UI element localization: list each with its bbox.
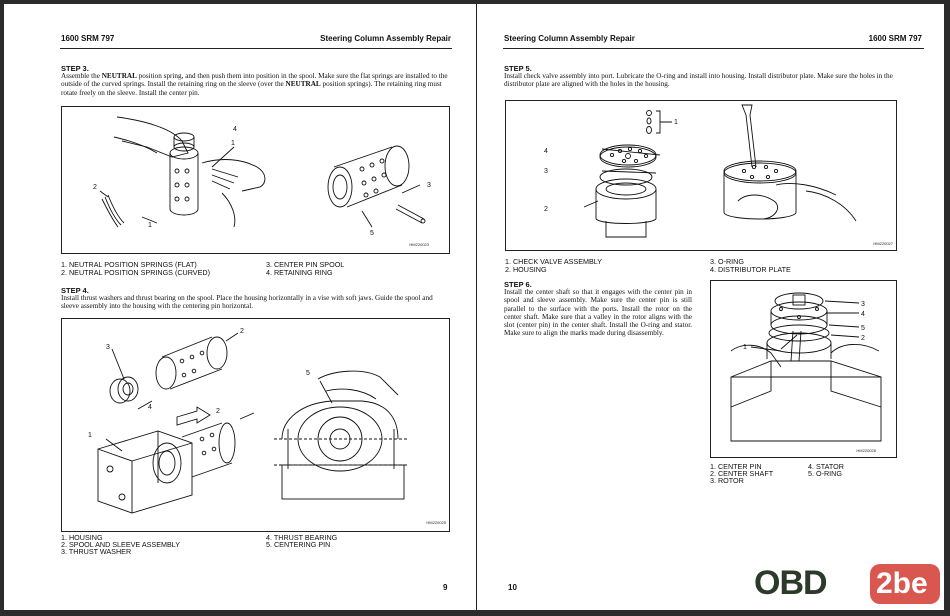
fig3-callout-1: 1 [674,119,678,126]
fig2-callout-4: 4 [148,404,152,411]
fig3-callout-3: 3 [544,168,548,175]
fig4-callout-2: 2 [861,335,865,342]
fig3-legend-3: 3. O-RING [710,257,744,266]
fig4-legend-5: 5. O-RING [808,469,842,478]
fig1-callout-1b: 1 [148,222,152,229]
page-number-9: 9 [443,583,448,592]
housing-assembly-illustration [62,319,449,531]
fig1-legend-2: 2. NEUTRAL POSITION SPRINGS (CURVED) [61,268,210,277]
fig1-callout-5: 5 [370,230,374,237]
fig2-legend-3: 3. THRUST WASHER [61,547,132,556]
fig1-legend-1: 1. NEUTRAL POSITION SPRINGS (FLAT) [61,260,197,269]
header-rule-right [503,48,924,49]
fig2-callout-2b: 2 [216,408,220,415]
rotor-stator-illustration [711,281,896,457]
fig4-legend-2: 2. CENTER SHAFT [710,469,774,478]
fig4-legend-3: 3. ROTOR [710,476,744,485]
fig2-legend-4: 4. THRUST BEARING [266,533,338,542]
page-number-10: 10 [508,583,517,592]
header-rule [60,48,452,49]
fig2-legend-2: 2. SPOOL AND SLEEVE ASSEMBLY [61,540,181,549]
fig3-legend-4: 4. DISTRIBUTOR PLATE [710,265,791,274]
header-title: Steering Column Assembly Repair [320,34,451,43]
fig3-callout-4: 4 [544,148,548,155]
watermark-logo [748,562,944,608]
fig2-callout-3: 3 [106,344,110,351]
watermark-badge: 2be [870,564,940,604]
figure-check-valve [505,100,897,251]
watermark-text: OBD [754,564,827,602]
fig1-id: HM220023 [409,242,429,247]
fig4-callout-3: 3 [861,301,865,308]
fig3-id: HM220027 [873,241,893,246]
fig4-callout-4: 4 [861,311,865,318]
figure-housing-assembly [61,318,450,532]
check-valve-illustration [506,101,896,250]
fig2-id: HM220025 [426,520,446,525]
step4-text: Install thrust washers and thrust bearing on the spool. Place the housing horizontally in a vise with soft jaws. Guide the spool and sleeve assembly into the housing with the centering pin horizontal. [61,294,433,311]
figure-rotor-stator [710,280,897,458]
fig4-id: HM220028 [856,448,876,453]
fig1-callout-2: 2 [93,184,97,191]
fig4-legend-1: 1. CENTER PIN [710,462,762,471]
step6-title: STEP 6. [504,280,532,289]
fig4-callout-1: 1 [743,344,747,351]
step5-text: Install check valve assembly into port. Lubricate the O-ring and install into housing. Install distributor plate. Make sure the holes in the distributor plate are aligned with the holes in the housing. [504,72,893,89]
fig3-legend-2: 2. HOUSING [505,265,547,274]
fig4-callout-5: 5 [861,325,865,332]
fig3-callout-2: 2 [544,206,548,213]
fig1-callout-4: 4 [233,126,237,133]
step3-title: STEP 3. [61,64,89,73]
fig2-callout-2: 2 [240,328,244,335]
step3-text: Assemble the NEUTRAL position spring, and then push them into position in the spool. Make sure the flat springs are installed to the outside of the curved springs. Install the retaining ring on the sleeve (over the NEUTRAL position springs). The retaining ring must rotate freely on the sleeve. Install the center pin. [61,72,448,97]
header-doc-number-right: 1600 SRM 797 [868,34,922,43]
fig1-callout-1: 1 [231,140,235,147]
step5-title: STEP 5. [504,64,532,73]
fig1-callout-3: 3 [427,182,431,189]
fig2-callout-1: 1 [88,432,92,439]
fig2-callout-5: 5 [306,370,310,377]
document-spread [4,4,944,610]
left-page [4,4,477,610]
step6-text: Install the center shaft so that it engages with the center pin in spool and sleeve assembly. Make sure the center pin is still parallel to the surface with the ports. Install the rotor on the center shaft. Make sure that a valley in the rotor aligns with the slot (center pin) in the center shaft. Install the O-ring and stator. Make sure to align the marks made during disassembly. [504,288,692,338]
fig2-legend-5: 5. CENTERING PIN [266,540,331,549]
spring-assembly-illustration [62,107,449,253]
header-doc-number: 1600 SRM 797 [61,34,115,43]
right-page [477,4,944,610]
fig4-legend-4: 4. STATOR [808,462,844,471]
figure-spring-assembly [61,106,450,254]
fig1-legend-4: 4. RETAINING RING [266,268,333,277]
fig2-legend-1: 1. HOUSING [61,533,103,542]
fig3-legend-1: 1. CHECK VALVE ASSEMBLY [505,257,603,266]
step4-title: STEP 4. [61,286,89,295]
fig1-legend-3: 3. CENTER PIN SPOOL [266,260,345,269]
header-title-right: Steering Column Assembly Repair [504,34,635,43]
